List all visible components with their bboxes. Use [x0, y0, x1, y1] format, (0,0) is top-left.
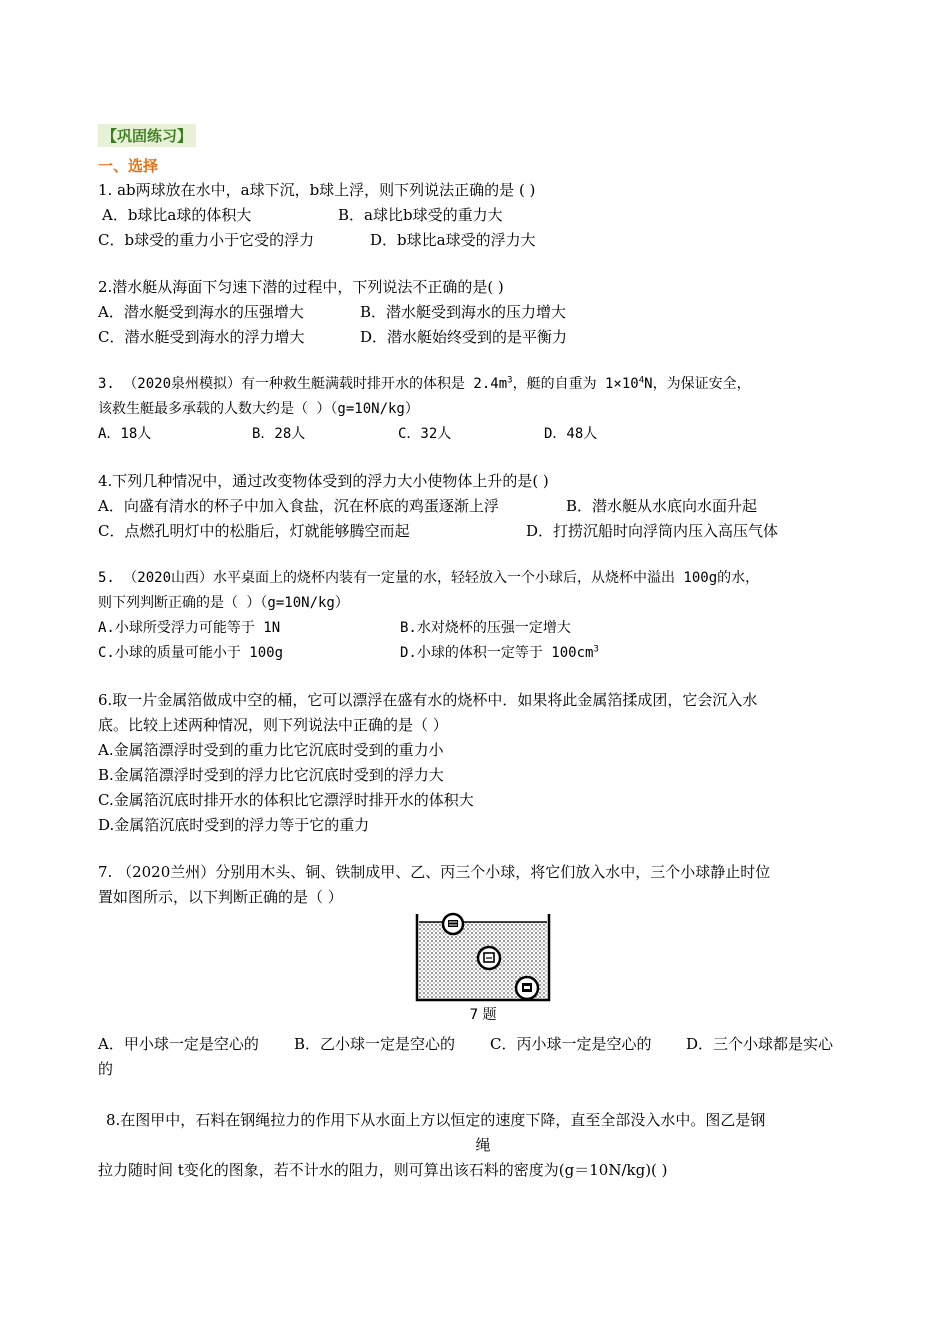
question-4-option-a: A．向盛有清水的杯子中加入食盐，沉在杯底的鸡蛋逐渐上浮	[98, 497, 499, 515]
question-2-option-c: C．潜水艇受到海水的浮力增大	[98, 328, 305, 346]
question-5-option-d: D.小球的体积一定等于 $100cm^3$	[400, 644, 599, 661]
question-1-stem: 1. ab两球放在水中，a球下沉，b球上浮，则下列说法正确的是 ( )	[98, 181, 536, 199]
question-2-options-row-2	[98, 325, 868, 350]
question-7-stem: 7. （2020兰州）分别用木头、铜、铁制成甲、乙、丙三个小球，将它们放入水中，三个小球静止时位	[98, 863, 771, 881]
question-4-options-row-1	[98, 494, 868, 519]
question-7	[98, 860, 868, 1082]
question-7-options	[98, 1032, 868, 1057]
question-2-stem: 2.潜水艇从海面下匀速下潜的过程中，下列说法不正确的是( )	[98, 278, 504, 296]
question-1-options-row-1	[98, 203, 868, 228]
question-3-options	[98, 422, 868, 447]
question-5-stem-line-2: 则下列判断正确的是（ ）（g=10N/kg）	[98, 595, 349, 611]
question-8-stem-line-2: 拉力随时间 t变化的图象，若不计水的阻力，则可算出该石料的密度为(g＝10N/kg)( )	[98, 1161, 668, 1179]
question-4-stem: 4.下列几种情况中，通过改变物体受到的浮力大小使物体上升的是( )	[98, 472, 549, 490]
question-1-option-d: D．b球比a球受的浮力大	[370, 231, 536, 249]
question-6-option-a: A.金属箔漂浮时受到的重力比它沉底时受到的重力小	[98, 741, 444, 759]
question-2-option-a: A．潜水艇受到海水的压强增大	[98, 303, 304, 321]
question-5-option-c: C.小球的质量可能小于 100g	[98, 645, 284, 661]
question-8-stem-wrap: 绳	[475, 1136, 491, 1154]
question-3-option-d: D．48人	[544, 426, 598, 442]
ball-yi	[478, 947, 500, 969]
question-6-stem: 6.取一片金属箔做成中空的桶，它可以漂浮在盛有水的烧杯中．如果将此金属箔揉成团，它会沉入水	[98, 691, 758, 709]
question-8	[98, 1108, 868, 1183]
question-5-option-b: B.水对烧杯的压强一定增大	[400, 620, 571, 636]
question-3-option-a: A．18人	[98, 426, 152, 442]
question-5-stem: 5. （2020山西）水平桌面上的烧杯内装有一定量的水，轻轻放入一个小球后，从烧杯中溢出 100g的水，	[98, 570, 760, 586]
question-4-option-b: B．潜水艇从水底向水面升起	[566, 497, 758, 515]
question-3	[98, 372, 868, 447]
question-1-option-a: A．b球比a球的体积大	[102, 206, 252, 224]
question-5-options-row-1	[98, 616, 868, 641]
question-4-option-c: C．点燃孔明灯中的松脂后，灯就能够腾空而起	[98, 522, 410, 540]
question-4-option-d: D．打捞沉船时向浮筒内压入高压气体	[526, 522, 779, 540]
beaker-three-balls-diagram	[415, 912, 551, 1002]
question-7-option-d: D．三个小球都是实心	[686, 1035, 834, 1053]
question-3-option-b: B．28人	[252, 426, 306, 442]
question-7-stem-line-2: 置如图所示，以下判断正确的是（ ）	[98, 888, 343, 906]
question-6-stem-line-2: 底。比较上述两种情况，则下列说法中正确的是（ ）	[98, 716, 448, 734]
question-3-stem: 3. （2020泉州模拟）有一种救生艇满载时排开水的体积是 $2.4m^3$，艇的自重为 $1\times 10^4N$，为保证安全，	[98, 375, 751, 392]
question-2	[98, 275, 868, 350]
question-8-stem: 8.在图甲中，石料在钢绳拉力的作用下从水面上方以恒定的速度下降，直至全部没入水中。图乙是钢	[106, 1111, 766, 1129]
question-5-options-row-2	[98, 641, 868, 666]
question-3-stem-line-2: 该救生艇最多承载的人数大约是（ ）（g=10N/kg）	[98, 401, 419, 417]
question-5	[98, 566, 868, 666]
section-banner: 【巩固练习】	[98, 124, 196, 147]
question-6-option-b: B.金属箔漂浮时受到的浮力比它沉底时受到的浮力大	[98, 766, 444, 784]
question-7-option-b: B．乙小球一定是空心的	[294, 1035, 456, 1053]
worksheet-page	[98, 124, 868, 1205]
question-7-option-a: A．甲小球一定是空心的	[98, 1035, 259, 1053]
question-1-option-c: C．b球受的重力小于它受的浮力	[98, 231, 315, 249]
question-2-options-row-1	[98, 300, 868, 325]
question-1	[98, 178, 868, 253]
question-1-options-row-2	[98, 228, 868, 253]
question-4-options-row-2	[98, 519, 868, 544]
question-7-figure	[98, 912, 868, 1024]
question-6-option-d: D.金属箔沉底时受到的浮力等于它的重力	[98, 816, 370, 834]
figure-caption: 7 题	[469, 1007, 497, 1023]
question-2-option-d: D．潜水艇始终受到的是平衡力	[360, 328, 568, 346]
question-6	[98, 688, 868, 838]
question-1-option-b: B．a球比b球受的重力大	[338, 206, 503, 224]
ball-bing	[516, 977, 538, 999]
question-7-option-d-continued: 的	[98, 1060, 114, 1078]
question-5-option-a: A.小球所受浮力可能等于 1N	[98, 620, 281, 636]
ball-jia	[443, 914, 463, 934]
question-7-option-c: C．丙小球一定是空心的	[490, 1035, 652, 1053]
question-3-option-c: C．32人	[398, 426, 452, 442]
section-title: 一、选择	[98, 157, 159, 175]
question-6-option-c: C.金属箔沉底时排开水的体积比它漂浮时排开水的体积大	[98, 791, 474, 809]
question-4	[98, 469, 868, 544]
question-2-option-b: B．潜水艇受到海水的压力增大	[360, 303, 567, 321]
